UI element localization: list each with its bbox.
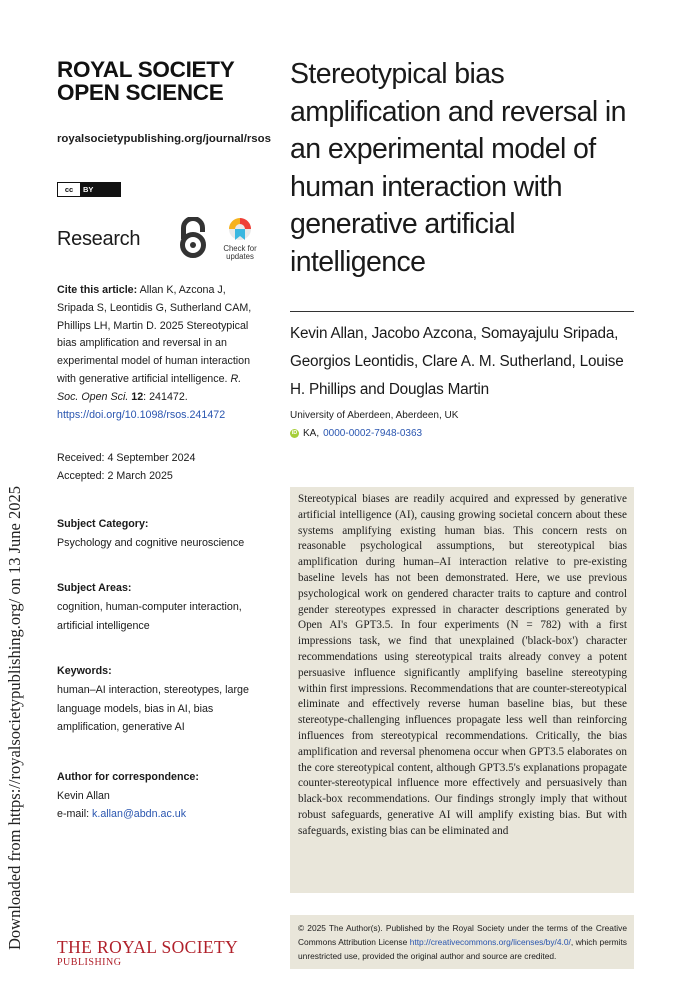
subject-areas-block <box>57 580 262 635</box>
title-divider <box>290 311 634 312</box>
cite-text: Allan K, Azcona J, Sripada S, Leontidis G, Sutherland CAM, Phillips LH, Martin D. 2025 Stereotypical bias amplification and reversal in an experimental model of human interaction with generative artificial intelligence. <box>57 284 252 385</box>
orcid-link[interactable]: 0000-0002-7948-0363 <box>323 427 423 439</box>
subject-category-block <box>57 516 262 552</box>
citation-block <box>57 282 262 424</box>
open-access-icon <box>179 217 207 259</box>
subject-category-label: Subject Category: <box>57 517 149 530</box>
download-note: Downloaded from https://royalsocietypublishing.org/ on 13 June 2025 <box>5 486 24 950</box>
orcid-icon: iD <box>291 430 298 437</box>
license-link[interactable]: http://creativecommons.org/licenses/by/4.0/ <box>409 937 571 947</box>
correspondence-block <box>57 769 262 824</box>
received-date: Received: 4 September 2024 <box>57 452 196 465</box>
subject-areas-value: cognition, human-computer interaction, artificial intelligence <box>57 601 242 632</box>
cite-doi-link[interactable]: https://doi.org/10.1098/rsos.241472 <box>57 408 226 421</box>
license-box <box>290 915 634 969</box>
update-badge-line-2: updates <box>226 252 254 262</box>
section-row <box>57 217 262 261</box>
correspondence-label: Author for correspondence: <box>57 770 199 783</box>
check-for-updates-button[interactable] <box>220 217 260 261</box>
keywords-value: human–AI interaction, stereotypes, large language models, bias in AI, bias amplification, generative AI <box>57 684 249 734</box>
abstract-box <box>290 487 634 893</box>
left-column <box>57 57 271 824</box>
author-list: Kevin Allan, Jacobo Azcona, Somayajulu Sripada, Georgios Leontidis, Clare A. M. Sutherland, Louise H. Phillips and Douglas Martin <box>290 324 624 398</box>
brand-line-2: OPEN SCIENCE <box>57 80 224 105</box>
subject-category-value: Psychology and cognitive neuroscience <box>57 536 245 549</box>
abstract-text: Stereotypical biases are readily acquired and expressed by generative artificial intelligence (AI), causing growing societal concern about these systems amplifying existing human bias. This concern rests on reasonable psychological assumptions, but stereotypical bias amplification during human–AI interaction relative to pre-existing baseline levels has not been demonstrated. Here, we use previous psychological work on gendered character traits to capture and control gender stereotypes expressed in character descriptions generated by Open AI's GPT3.5. In four experiments (N = 782) with a first impressions task, we find that unexplained ('black-box') character recommendations using stereotypical traits already convey a potent persuasive influence significantly amplifying baseline stereotyping within first impressions. Recommendations that are counter-stereotypical eliminate and effectively reverse human baseline bias, but these stereotype-challenging influences propagate less well than reinforcing influences from stereotypical recommendations. Critically, the bias amplification and reversal phenomena occur when GPT3.5 elaborates on the core stereotypical content, although GPT3.5's explanations propagate counter-stereotypical influence more effectively and persuasively than black-box recommendations. Our findings strongly imply that without robust safeguards, generative AI will amplify existing bias. But with safeguards, existing bias can be eliminated and <box>298 493 627 837</box>
cc-by-license-icon[interactable] <box>57 182 121 197</box>
orcid-initials: KA, <box>303 427 320 439</box>
cite-volume: 12 <box>131 390 144 403</box>
cc-icon: cc <box>58 183 80 196</box>
journal-brand <box>57 58 262 104</box>
email-link[interactable]: k.allan@abdn.ac.uk <box>92 808 187 821</box>
footer-logo-sub: PUBLISHING <box>57 957 122 968</box>
update-badge-line-1: Check for <box>223 244 257 253</box>
journal-url[interactable]: royalsocietypublishing.org/journal/rsos <box>57 133 271 145</box>
dates-block <box>57 450 262 486</box>
cite-journal: R. Soc. Open Sci. <box>57 372 242 403</box>
section-label: Research <box>57 228 141 250</box>
article-title: Stereotypical bias amplification and reversal in an experimental model of human interaction with generative artificial intelligence <box>290 58 626 278</box>
cite-label: Cite this article: <box>57 284 138 296</box>
correspondence-name: Kevin Allan <box>57 789 110 802</box>
royal-society-publishing-logo[interactable] <box>57 937 238 968</box>
update-badge-text <box>220 245 260 261</box>
license-text-1: © 2025 The Author(s). Published by the Royal Society under the terms of the Creative Commons Attribution License <box>298 923 627 947</box>
crossmark-icon <box>228 217 252 243</box>
subject-areas-label: Subject Areas: <box>57 582 132 595</box>
accepted-date: Accepted: 2 March 2025 <box>57 470 173 483</box>
keywords-label: Keywords: <box>57 665 112 678</box>
by-icon: BY <box>80 183 120 196</box>
affiliation: University of Aberdeen, Aberdeen, UK <box>290 409 459 421</box>
email-label: e-mail: <box>57 808 93 821</box>
right-column <box>290 56 636 439</box>
cite-article: : 241472. <box>143 390 188 403</box>
license-text-2: , which permits unrestricted use, provided the original author and source are credited. <box>298 937 627 961</box>
orcid-row <box>290 428 636 439</box>
correspondence-email <box>57 805 262 824</box>
keywords-block <box>57 663 262 737</box>
brand-line-1: ROYAL SOCIETY <box>57 57 235 82</box>
footer-logo-main: THE ROYAL SOCIETY <box>57 937 239 957</box>
